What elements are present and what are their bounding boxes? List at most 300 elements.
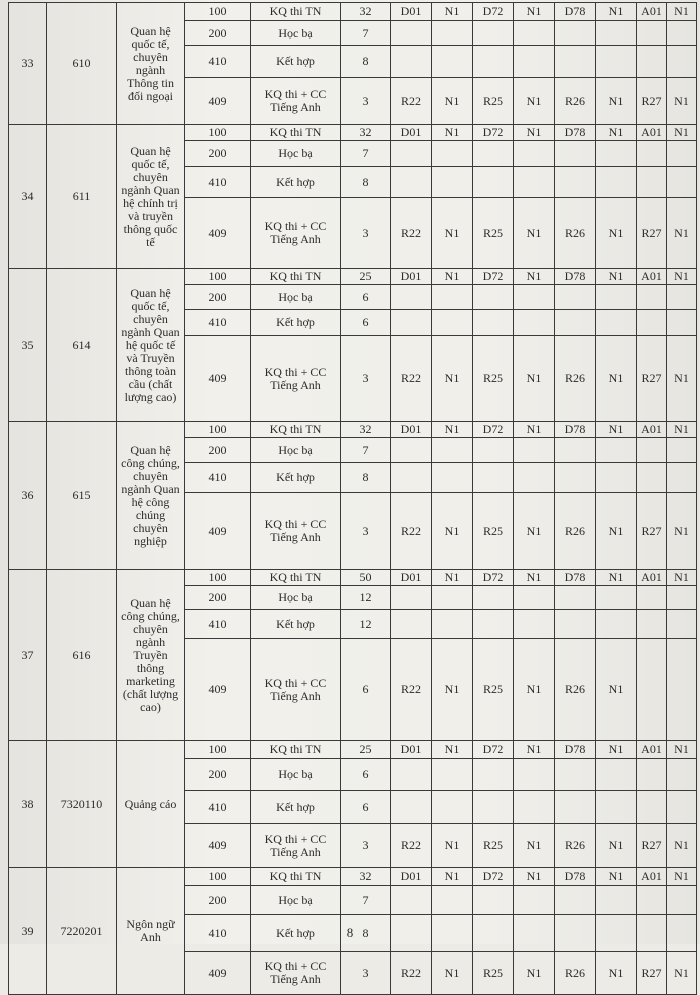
combo-cell: R26 [555, 198, 596, 269]
combo-cell: R22 [391, 952, 432, 995]
combo-cell [432, 791, 473, 824]
method-code: 100 [185, 741, 251, 759]
combo-cell: N1 [667, 3, 697, 21]
combo-cell: D72 [473, 570, 514, 586]
combo-cell [596, 463, 637, 493]
combo-cell [391, 759, 432, 791]
table-row [9, 741, 697, 759]
combo-cell: D78 [555, 741, 596, 759]
quota: 6 [341, 759, 391, 791]
quota: 50 [341, 570, 391, 586]
combo-cell [514, 46, 555, 78]
combo-cell [432, 310, 473, 336]
major-name: Quan hệ quốc tế, chuyên ngành Quan hệ chính trị và truyền thông quốc tế [117, 125, 185, 269]
row-stt: 38 [9, 741, 47, 868]
method-name: KQ thi TN [251, 3, 341, 21]
combo-cell: N1 [432, 336, 473, 422]
quota: 7 [341, 886, 391, 915]
combo-cell [555, 886, 596, 915]
combo-cell: N1 [432, 570, 473, 586]
combo-cell: D72 [473, 269, 514, 285]
combo-cell: N1 [514, 3, 555, 21]
combo-cell: N1 [514, 336, 555, 422]
combo-cell: N1 [667, 198, 697, 269]
combo-cell [473, 586, 514, 610]
page-number: 8 [346, 925, 354, 940]
combo-cell [514, 310, 555, 336]
combo-cell: D72 [473, 125, 514, 141]
method-name: Học bạ [251, 886, 341, 915]
combo-cell: N1 [514, 868, 555, 886]
combo-cell: N1 [596, 868, 637, 886]
combo-cell: N1 [596, 639, 637, 741]
combo-cell [514, 886, 555, 915]
method-name: KQ thi + CC Tiếng Anh [251, 493, 341, 570]
combo-cell: N1 [514, 269, 555, 285]
combo-cell [555, 167, 596, 198]
combo-cell: N1 [596, 3, 637, 21]
combo-cell [391, 21, 432, 46]
admission-table [8, 2, 697, 995]
combo-cell [596, 21, 637, 46]
combo-cell: R25 [473, 824, 514, 868]
method-name: Học bạ [251, 21, 341, 46]
combo-cell: R27 [637, 824, 667, 868]
method-code: 409 [185, 493, 251, 570]
method-code: 100 [185, 422, 251, 438]
row-stt: 39 [9, 868, 47, 995]
method-code: 409 [185, 198, 251, 269]
method-name: Học bạ [251, 438, 341, 463]
combo-cell [596, 310, 637, 336]
combo-cell [667, 759, 697, 791]
combo-cell [667, 586, 697, 610]
combo-cell [637, 310, 667, 336]
method-name: KQ thi TN [251, 741, 341, 759]
combo-cell [637, 21, 667, 46]
table-row [9, 125, 697, 141]
combo-cell: A01 [637, 269, 667, 285]
major-code: 7220201 [47, 868, 117, 995]
combo-cell: R25 [473, 198, 514, 269]
major-code: 614 [47, 269, 117, 422]
combo-cell [667, 463, 697, 493]
combo-cell [667, 886, 697, 915]
combo-cell [391, 46, 432, 78]
combo-cell: N1 [596, 336, 637, 422]
method-name: KQ thi TN [251, 125, 341, 141]
combo-cell [555, 759, 596, 791]
combo-cell [637, 285, 667, 310]
combo-cell [473, 167, 514, 198]
combo-cell [473, 46, 514, 78]
combo-cell [637, 46, 667, 78]
combo-cell: R25 [473, 493, 514, 570]
method-name: Kết hợp [251, 167, 341, 198]
combo-cell [514, 586, 555, 610]
combo-cell: R25 [473, 336, 514, 422]
combo-cell [667, 21, 697, 46]
combo-cell [596, 167, 637, 198]
combo-cell [555, 21, 596, 46]
method-code: 410 [185, 791, 251, 824]
combo-cell [555, 285, 596, 310]
table-row [9, 269, 697, 285]
combo-cell: N1 [432, 125, 473, 141]
table-row [9, 570, 697, 586]
major-code: 616 [47, 570, 117, 741]
combo-cell [432, 167, 473, 198]
combo-cell: R27 [637, 78, 667, 125]
combo-cell [596, 285, 637, 310]
combo-cell: N1 [514, 952, 555, 995]
combo-cell [391, 285, 432, 310]
table-body [9, 3, 697, 995]
combo-cell: N1 [596, 422, 637, 438]
combo-cell [473, 21, 514, 46]
combo-cell: D01 [391, 3, 432, 21]
method-name: Học bạ [251, 759, 341, 791]
combo-cell: N1 [667, 336, 697, 422]
combo-cell: N1 [596, 952, 637, 995]
quota: 32 [341, 3, 391, 21]
method-code: 410 [185, 463, 251, 493]
method-name: KQ thi TN [251, 422, 341, 438]
quota: 7 [341, 438, 391, 463]
method-name: Học bạ [251, 586, 341, 610]
method-name: KQ thi + CC Tiếng Anh [251, 78, 341, 125]
major-code: 615 [47, 422, 117, 570]
combo-cell [667, 438, 697, 463]
combo-cell: D01 [391, 570, 432, 586]
combo-cell: N1 [514, 824, 555, 868]
method-code: 100 [185, 868, 251, 886]
row-stt: 37 [9, 570, 47, 741]
combo-cell [473, 886, 514, 915]
combo-cell: N1 [667, 868, 697, 886]
quota: 6 [341, 285, 391, 310]
combo-cell [391, 310, 432, 336]
combo-cell: R26 [555, 336, 596, 422]
combo-cell [514, 285, 555, 310]
combo-cell: R27 [637, 336, 667, 422]
combo-cell [514, 759, 555, 791]
combo-cell [473, 438, 514, 463]
combo-cell: R25 [473, 952, 514, 995]
combo-cell [432, 886, 473, 915]
method-code: 409 [185, 824, 251, 868]
combo-cell: N1 [596, 570, 637, 586]
major-name: Quảng cáo [117, 741, 185, 868]
combo-cell [432, 46, 473, 78]
combo-cell: N1 [432, 493, 473, 570]
combo-cell [667, 791, 697, 824]
combo-cell [514, 463, 555, 493]
combo-cell [596, 586, 637, 610]
quota: 32 [341, 125, 391, 141]
combo-cell: D72 [473, 868, 514, 886]
combo-cell [514, 438, 555, 463]
combo-cell: D78 [555, 868, 596, 886]
combo-cell [514, 167, 555, 198]
combo-cell: A01 [637, 3, 667, 21]
method-code: 100 [185, 125, 251, 141]
quota: 6 [341, 791, 391, 824]
combo-cell [514, 21, 555, 46]
combo-cell: R22 [391, 824, 432, 868]
row-stt: 34 [9, 125, 47, 269]
combo-cell: N1 [514, 639, 555, 741]
method-code: 200 [185, 438, 251, 463]
combo-cell [473, 610, 514, 639]
method-code: 100 [185, 570, 251, 586]
combo-cell [637, 791, 667, 824]
row-stt: 36 [9, 422, 47, 570]
combo-cell [555, 310, 596, 336]
method-name: Kết hợp [251, 46, 341, 78]
combo-cell: D01 [391, 422, 432, 438]
combo-cell [667, 310, 697, 336]
method-name: KQ thi + CC Tiếng Anh [251, 198, 341, 269]
combo-cell [667, 610, 697, 639]
combo-cell: D78 [555, 3, 596, 21]
combo-cell: D01 [391, 741, 432, 759]
row-stt: 35 [9, 269, 47, 422]
method-name: KQ thi TN [251, 269, 341, 285]
method-code: 410 [185, 310, 251, 336]
combo-cell: R26 [555, 493, 596, 570]
quota: 3 [341, 78, 391, 125]
combo-cell: N1 [596, 198, 637, 269]
method-code: 410 [185, 46, 251, 78]
combo-cell [473, 791, 514, 824]
combo-cell: N1 [432, 952, 473, 995]
method-name: Kết hợp [251, 310, 341, 336]
combo-cell [637, 610, 667, 639]
method-name: Kết hợp [251, 791, 341, 824]
combo-cell: N1 [432, 868, 473, 886]
combo-cell [555, 463, 596, 493]
major-name: Quan hệ quốc tế, chuyên ngành Thông tin đối ngoại [117, 3, 185, 125]
combo-cell [432, 285, 473, 310]
method-name: KQ thi + CC Tiếng Anh [251, 336, 341, 422]
combo-cell [596, 759, 637, 791]
combo-cell [596, 438, 637, 463]
combo-cell [473, 141, 514, 167]
combo-cell [667, 285, 697, 310]
quota: 32 [341, 422, 391, 438]
combo-cell: N1 [596, 493, 637, 570]
combo-cell: R22 [391, 198, 432, 269]
combo-cell [391, 167, 432, 198]
combo-cell [637, 438, 667, 463]
combo-cell [473, 463, 514, 493]
method-code: 200 [185, 141, 251, 167]
quota: 3 [341, 493, 391, 570]
method-code: 409 [185, 952, 251, 995]
method-code: 100 [185, 269, 251, 285]
combo-cell: R22 [391, 78, 432, 125]
major-code: 611 [47, 125, 117, 269]
combo-cell: N1 [596, 741, 637, 759]
combo-cell [596, 610, 637, 639]
combo-cell [514, 141, 555, 167]
quota: 25 [341, 741, 391, 759]
combo-cell: N1 [432, 824, 473, 868]
combo-cell: N1 [667, 570, 697, 586]
combo-cell: D72 [473, 422, 514, 438]
combo-cell: A01 [637, 125, 667, 141]
method-name: KQ thi TN [251, 570, 341, 586]
combo-cell: N1 [667, 269, 697, 285]
method-code: 409 [185, 78, 251, 125]
combo-cell [596, 141, 637, 167]
quota: 3 [341, 824, 391, 868]
combo-cell [391, 463, 432, 493]
combo-cell [473, 759, 514, 791]
method-code: 410 [185, 915, 251, 952]
quota: 12 [341, 610, 391, 639]
combo-cell [391, 586, 432, 610]
combo-cell: R26 [555, 824, 596, 868]
combo-cell: R27 [637, 493, 667, 570]
combo-cell [637, 463, 667, 493]
method-code: 200 [185, 586, 251, 610]
quota: 6 [341, 639, 391, 741]
method-code: 410 [185, 167, 251, 198]
combo-cell [432, 610, 473, 639]
combo-cell: N1 [596, 269, 637, 285]
combo-cell: N1 [667, 824, 697, 868]
combo-cell [555, 438, 596, 463]
combo-cell: D72 [473, 741, 514, 759]
combo-cell: R26 [555, 78, 596, 125]
combo-cell: N1 [432, 3, 473, 21]
combo-cell [432, 463, 473, 493]
combo-cell [596, 791, 637, 824]
combo-cell: N1 [667, 952, 697, 995]
combo-cell: D01 [391, 868, 432, 886]
major-code: 7320110 [47, 741, 117, 868]
method-name: Học bạ [251, 141, 341, 167]
combo-cell: R22 [391, 336, 432, 422]
combo-cell: N1 [596, 125, 637, 141]
combo-cell [514, 610, 555, 639]
major-name: Quan hệ công chúng, chuyên ngành Truyền thông marketing (chất lượng cao) [117, 570, 185, 741]
combo-cell [473, 285, 514, 310]
combo-cell: N1 [667, 493, 697, 570]
combo-cell [473, 310, 514, 336]
combo-cell: D01 [391, 125, 432, 141]
method-code: 200 [185, 886, 251, 915]
combo-cell: N1 [667, 125, 697, 141]
quota: 32 [341, 868, 391, 886]
combo-cell [667, 46, 697, 78]
combo-cell [637, 141, 667, 167]
combo-cell [391, 438, 432, 463]
combo-cell: R27 [637, 198, 667, 269]
combo-cell [555, 141, 596, 167]
combo-cell: N1 [514, 78, 555, 125]
quota: 8 [341, 46, 391, 78]
quota: 25 [341, 269, 391, 285]
quota: 3 [341, 952, 391, 995]
major-name: Quan hệ quốc tế, chuyên ngành Quan hệ quốc tế và Truyền thông toàn cầu (chất lượng cao) [117, 269, 185, 422]
quota: 7 [341, 141, 391, 167]
combo-cell [637, 586, 667, 610]
table-row [9, 422, 697, 438]
combo-cell [391, 886, 432, 915]
combo-cell [555, 610, 596, 639]
combo-cell: N1 [514, 422, 555, 438]
combo-cell: N1 [514, 125, 555, 141]
combo-cell: D78 [555, 269, 596, 285]
method-code: 409 [185, 336, 251, 422]
quota: 6 [341, 310, 391, 336]
method-name: KQ thi + CC Tiếng Anh [251, 952, 341, 995]
combo-cell: R25 [473, 639, 514, 741]
combo-cell [391, 141, 432, 167]
combo-cell: R27 [637, 952, 667, 995]
combo-cell: N1 [667, 78, 697, 125]
method-name: KQ thi TN [251, 868, 341, 886]
combo-cell: A01 [637, 422, 667, 438]
method-code: 409 [185, 639, 251, 741]
combo-cell [432, 438, 473, 463]
quota: 7 [341, 21, 391, 46]
method-code: 200 [185, 21, 251, 46]
method-code: 200 [185, 285, 251, 310]
combo-cell: D72 [473, 3, 514, 21]
combo-cell: N1 [667, 422, 697, 438]
combo-cell: N1 [514, 741, 555, 759]
combo-cell [432, 21, 473, 46]
combo-cell: N1 [432, 639, 473, 741]
combo-cell: N1 [514, 570, 555, 586]
combo-cell [596, 886, 637, 915]
method-name: KQ thi + CC Tiếng Anh [251, 824, 341, 868]
combo-cell [432, 759, 473, 791]
quota: 3 [341, 198, 391, 269]
table-row [9, 3, 697, 21]
row-stt: 33 [9, 3, 47, 125]
combo-cell [555, 46, 596, 78]
combo-cell [667, 639, 697, 741]
major-code: 610 [47, 3, 117, 125]
combo-cell: N1 [514, 198, 555, 269]
combo-cell: A01 [637, 868, 667, 886]
method-code: 410 [185, 610, 251, 639]
method-code: 200 [185, 759, 251, 791]
combo-cell: N1 [667, 741, 697, 759]
combo-cell: A01 [637, 570, 667, 586]
combo-cell [637, 759, 667, 791]
combo-cell: D01 [391, 269, 432, 285]
combo-cell: D78 [555, 125, 596, 141]
combo-cell [391, 791, 432, 824]
method-name: Học bạ [251, 285, 341, 310]
combo-cell [514, 791, 555, 824]
combo-cell: R25 [473, 78, 514, 125]
combo-cell [637, 167, 667, 198]
quota: 8 [341, 463, 391, 493]
combo-cell: N1 [596, 824, 637, 868]
combo-cell: N1 [432, 741, 473, 759]
combo-cell: N1 [432, 198, 473, 269]
combo-cell [555, 586, 596, 610]
major-name: Quan hệ công chúng, chuyên ngành Quan hệ công chúng chuyên nghiệp [117, 422, 185, 570]
combo-cell: R26 [555, 952, 596, 995]
